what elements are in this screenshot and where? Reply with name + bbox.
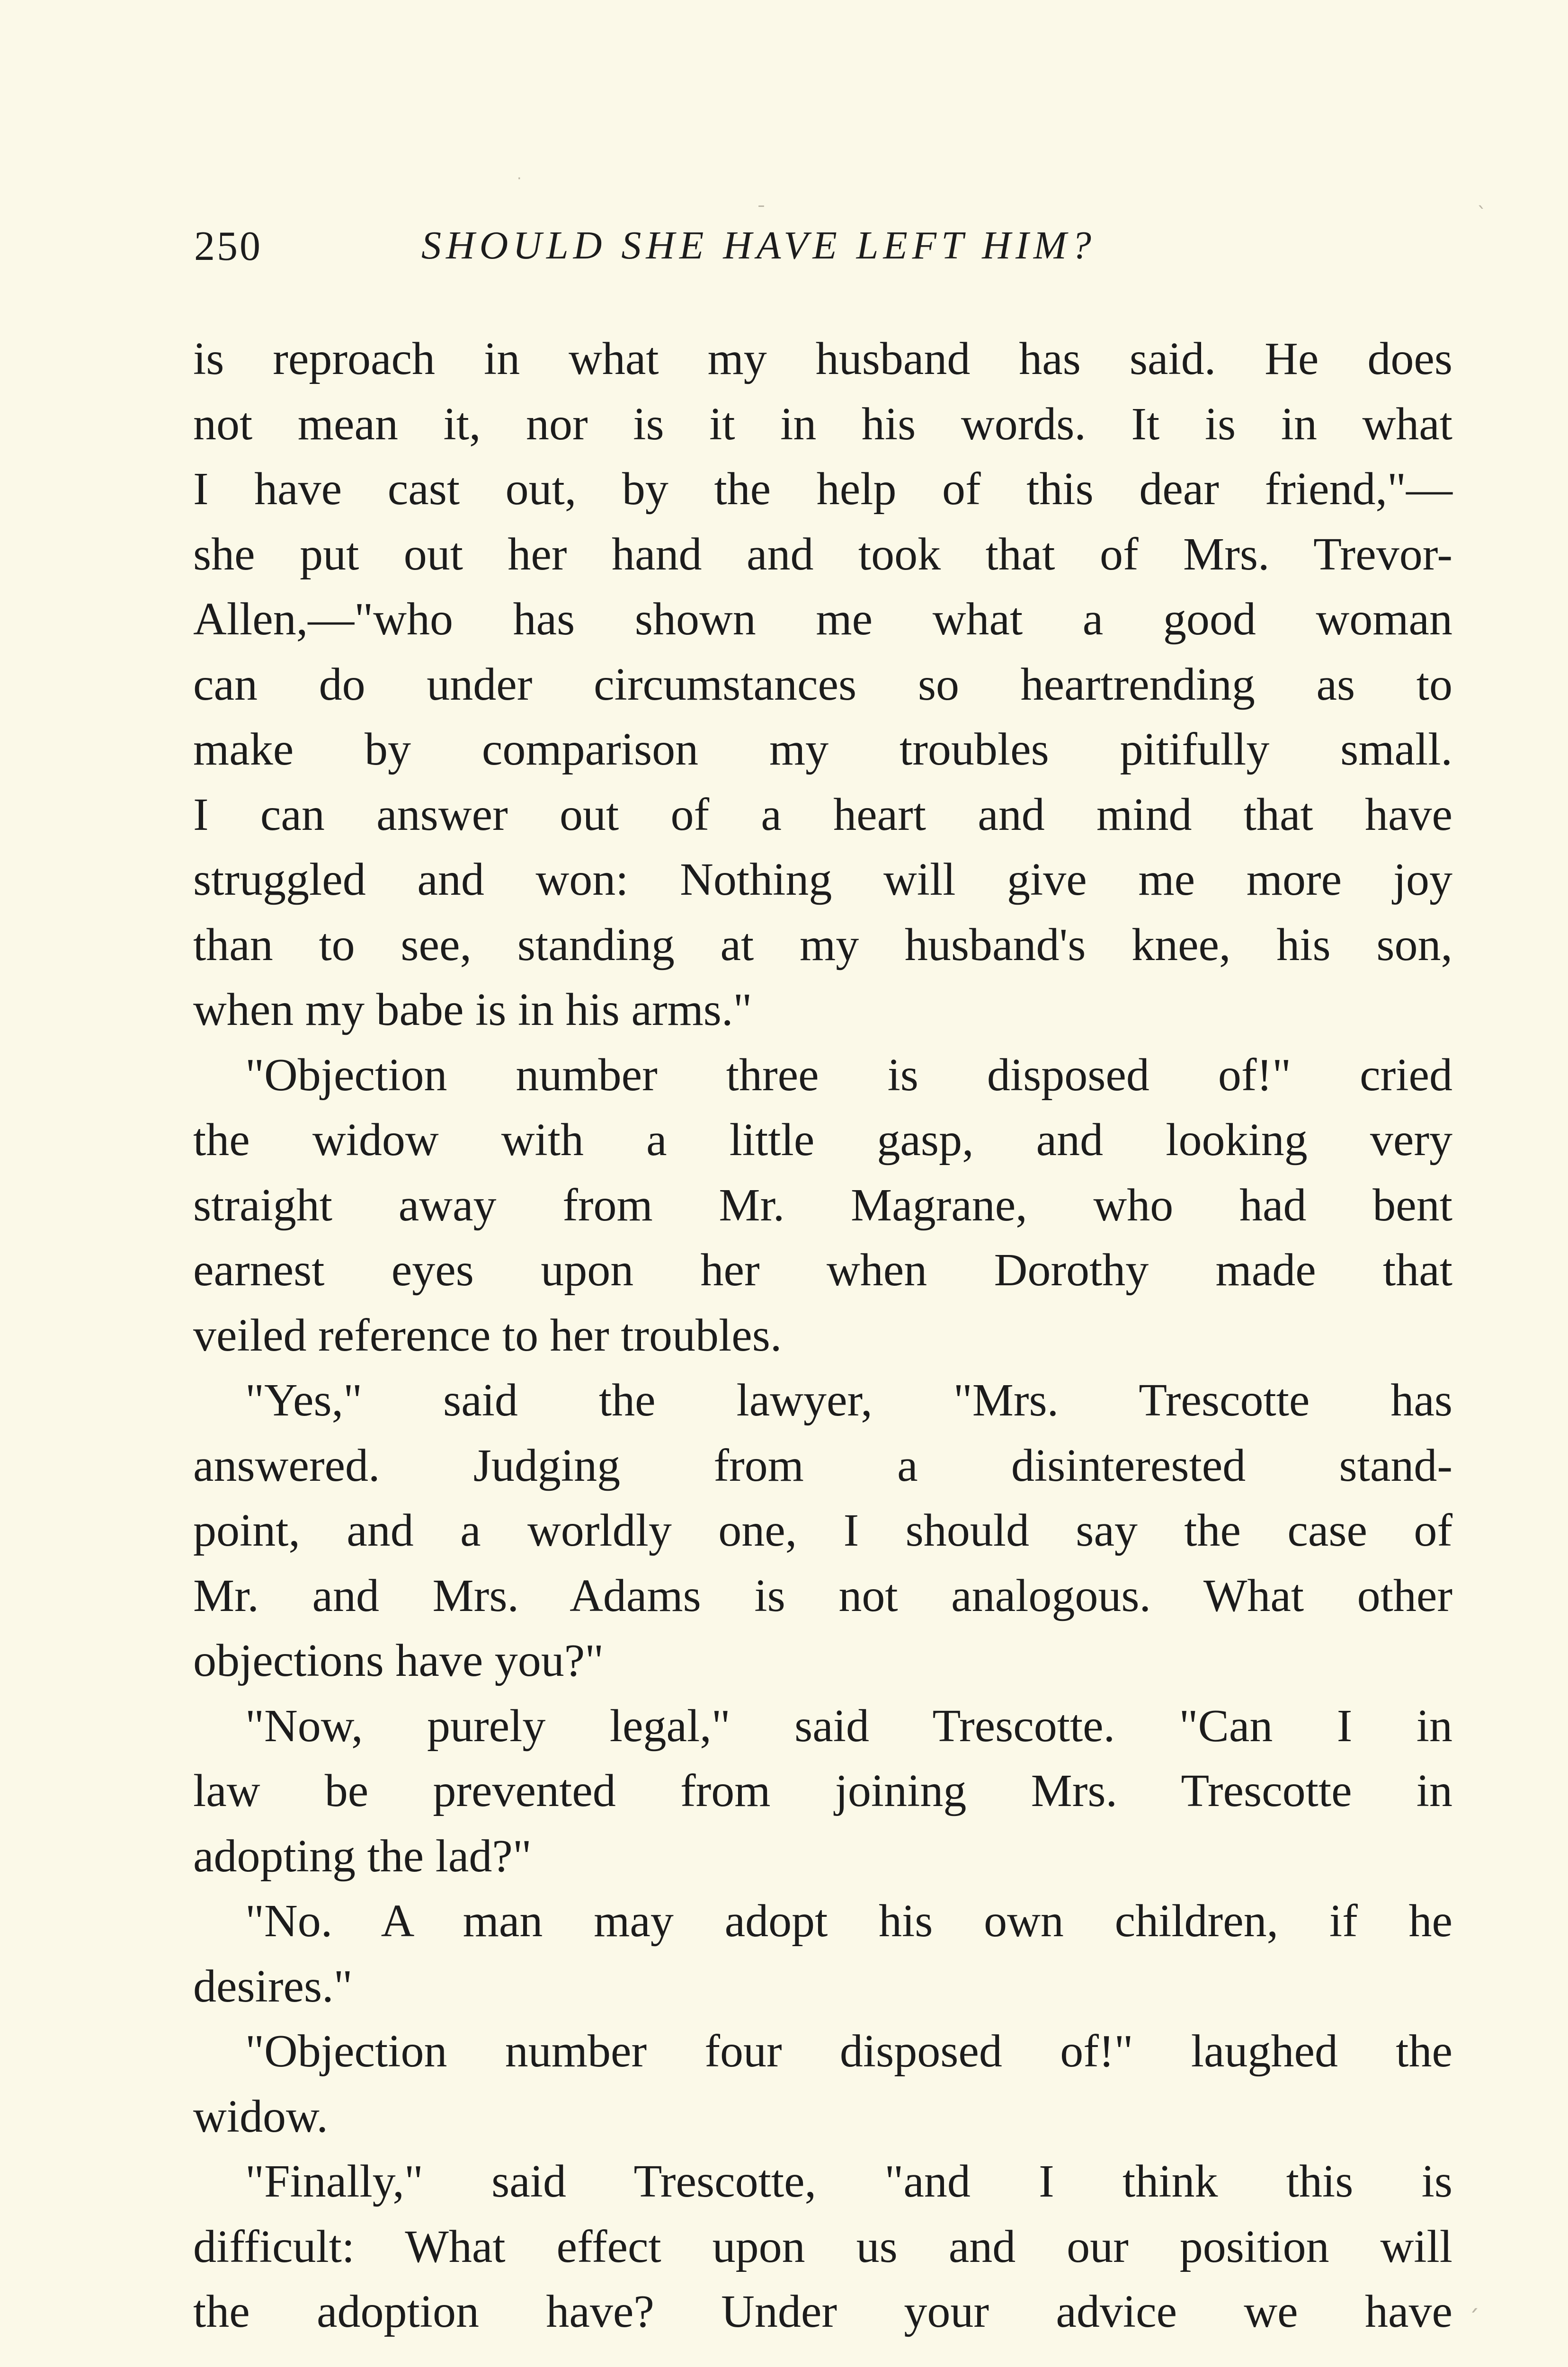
text-line: answered. Judging from a disinterested stand- <box>193 1440 1452 1491</box>
text-line: can do under circumstances so heartrending as to <box>193 658 1452 710</box>
text-line: widow. <box>193 2091 328 2142</box>
text-line: she put out her hand and took that of Mrs. Trevor- <box>193 528 1452 580</box>
stray-mark: ˊ <box>1468 2305 1479 2333</box>
text-line: make by comparison my troubles pitifully small. <box>193 724 1452 775</box>
text-line: veiled reference to her troubles. <box>193 1309 782 1361</box>
text-line: "Objection number three is disposed of!" cried <box>245 1049 1452 1101</box>
text-line: "Yes," said the lawyer, "Mrs. Trescotte has <box>245 1375 1452 1426</box>
text-line: than to see, standing at my husband's knee, his son, <box>193 919 1452 970</box>
text-line: desires." <box>193 1960 353 2012</box>
text-line: "Finally," said Trescotte, "and I think this is <box>245 2156 1452 2207</box>
text-line: difficult: What effect upon us and our position will <box>193 2221 1452 2272</box>
text-line: I have cast out, by the help of this dear friend,"— <box>193 463 1452 515</box>
text-line: objections have you?" <box>193 1635 604 1686</box>
text-line: the adoption have? Under your advice we have <box>193 2286 1452 2337</box>
stray-mark: ˋ <box>1477 204 1487 225</box>
text-line: not mean it, nor is it in his words. It is in what <box>193 398 1452 450</box>
body-text <box>193 327 1452 2345</box>
text-line: "Now, purely legal," said Trescotte. "Can I in <box>245 1700 1452 1752</box>
page-number: 250 <box>194 223 262 269</box>
text-line: when my babe is in his arms." <box>193 984 752 1035</box>
text-line: the widow with a little gasp, and looking very <box>193 1114 1452 1166</box>
text-line: struggled and won: Nothing will give me more joy <box>193 854 1452 905</box>
running-title: SHOULD SHE HAVE LEFT HIM? <box>421 223 1096 267</box>
text-line: point, and a worldly one, I should say the case of <box>193 1505 1452 1556</box>
text-line: "Objection number four disposed of!" laughed the <box>245 2026 1452 2077</box>
text-line: earnest eyes upon her when Dorothy made that <box>193 1245 1452 1296</box>
text-line: Allen,—"who has shown me what a good woman <box>193 594 1452 645</box>
text-line: law be prevented from joining Mrs. Trescotte in <box>193 1765 1452 1816</box>
text-line: Mr. and Mrs. Adams is not analogous. What other <box>193 1570 1452 1621</box>
text-line: "No. A man may adopt his own children, if he <box>245 1895 1452 1947</box>
running-head <box>194 222 1449 279</box>
stray-mark: · <box>517 170 522 187</box>
text-line: straight away from Mr. Magrane, who had bent <box>193 1179 1452 1231</box>
text-line: is reproach in what my husband has said. He does <box>193 333 1452 384</box>
text-line: adopting the lad?" <box>193 1830 532 1882</box>
stray-mark: ˉ <box>757 203 766 224</box>
text-line: I can answer out of a heart and mind that have <box>193 789 1452 840</box>
